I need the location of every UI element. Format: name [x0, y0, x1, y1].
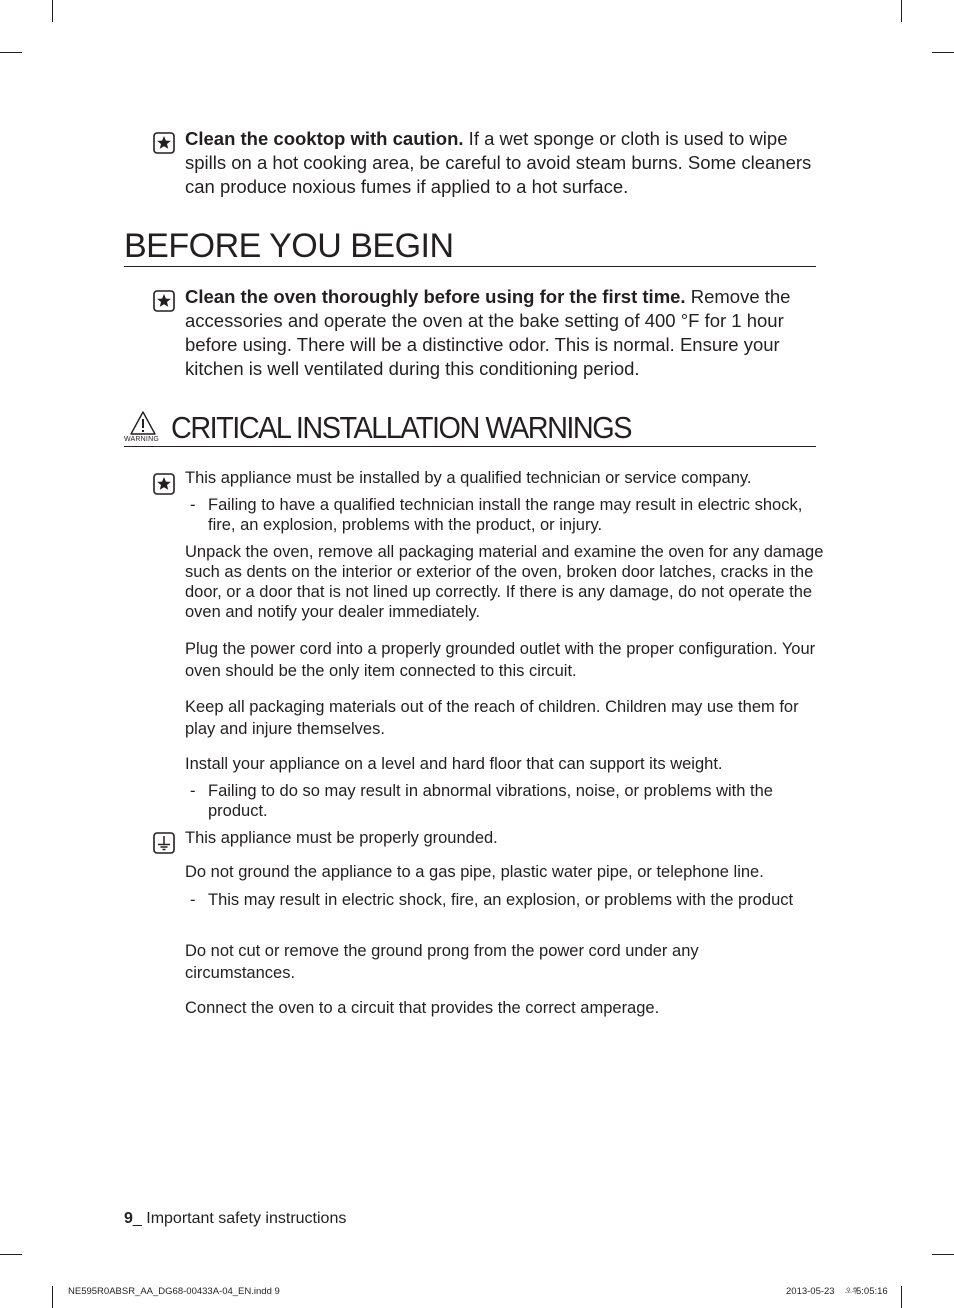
warning-label: WARNING — [124, 436, 159, 443]
warning-triangle-icon — [129, 410, 157, 436]
plug-paragraph: Plug the power cord into a properly grounded outlet with the proper configuration. Your oven should be the only item connected to this circuit. — [185, 640, 816, 680]
page-footer — [124, 1209, 346, 1229]
gas-pipe-subitem — [190, 889, 820, 911]
gas-pipe-subitem-text: This may result in electric shock, fire, an explosion, or problems with the product — [208, 891, 794, 909]
cooktop-warning — [185, 127, 821, 199]
ground-prong-paragraph: Do not cut or remove the ground prong from the power cord under any circumstances. — [185, 942, 699, 982]
amperage-paragraph: Connect the oven to a circuit that provides the correct amperage. — [185, 999, 660, 1017]
qualified-technician-item: This appliance must be installed by a qualified technician or service company. — [185, 469, 752, 487]
footer-label: _ Important safety instructions — [132, 1210, 347, 1227]
crop-mark — [52, 0, 53, 22]
install-level-subitem-text: Failing to do so may result in abnormal vibrations, noise, or problems with the product. — [208, 782, 773, 820]
page-number: 9 — [124, 1210, 133, 1227]
crop-mark — [0, 1254, 22, 1255]
star-box-icon — [153, 132, 175, 154]
grounded-item: This appliance must be properly grounded. — [185, 829, 498, 847]
crop-mark — [52, 1286, 53, 1308]
cooktop-warning-bold: Clean the cooktop with caution. — [185, 128, 464, 149]
crop-mark — [901, 1286, 902, 1308]
critical-warnings-header — [124, 408, 816, 447]
crop-mark — [932, 52, 954, 53]
crop-mark — [932, 1254, 954, 1255]
gas-pipe-paragraph: Do not ground the appliance to a gas pipe, plastic water pipe, or telephone line. — [185, 863, 764, 881]
star-box-icon — [153, 290, 175, 312]
slug-date: 2013-05-23 — [786, 1286, 835, 1297]
first-use-bold: Clean the oven thoroughly before using for the first time. — [185, 286, 686, 307]
crop-mark — [901, 0, 902, 22]
slug-ampm: 오후 — [845, 1288, 859, 1295]
qualified-technician-subitem — [190, 495, 820, 535]
install-level-subitem — [190, 781, 820, 821]
critical-warnings-heading: CRITICAL INSTALLATION WARNINGS — [171, 410, 631, 445]
qualified-technician-subitem-text: Failing to have a qualified technician install the range may result in electric shock, fire, an explosion, problems with the product, or injury. — [208, 496, 803, 534]
dash-bullet: - — [190, 782, 196, 800]
dash-bullet: - — [190, 891, 196, 909]
cooktop-warning-text: If a wet sponge or cloth is used to wipe spills on a hot cooking area, be careful to avoid steam burns. Some cleaners can produce noxious fumes if applied to a hot surface. — [185, 128, 812, 197]
keep-packaging-paragraph: Keep all packaging materials out of the reach of children. Children may use them for play and injure themselves. — [185, 698, 799, 738]
dash-bullet: - — [190, 496, 196, 514]
first-use-instruction — [185, 285, 821, 381]
slug-time: 5:05:16 — [856, 1286, 888, 1297]
star-box-icon — [153, 473, 175, 495]
slug-filename: NE595R0ABSR_AA_DG68-00433A-04_EN.indd 9 — [68, 1286, 280, 1297]
unpack-paragraph: Unpack the oven, remove all packaging material and examine the oven for any damage such as dents on the interior or exterior of the oven, broken door latches, cracks in the door, or a door that is not lined up correctly. If there is any damage, do not operate the oven and notify your dealer immediately. — [185, 543, 824, 621]
first-use-text: Remove the accessories and operate the oven at the bake setting of 400 °F for 1 hour before using. There will be a distinctive odor. This is normal. Ensure your kitchen is well ventilated during this conditioning period. — [185, 286, 791, 379]
install-level-paragraph: Install your appliance on a level and hard floor that can support its weight. — [185, 755, 723, 773]
ground-icon — [153, 832, 175, 854]
before-you-begin-heading: BEFORE YOU BEGIN — [124, 226, 816, 267]
crop-mark — [0, 52, 22, 53]
